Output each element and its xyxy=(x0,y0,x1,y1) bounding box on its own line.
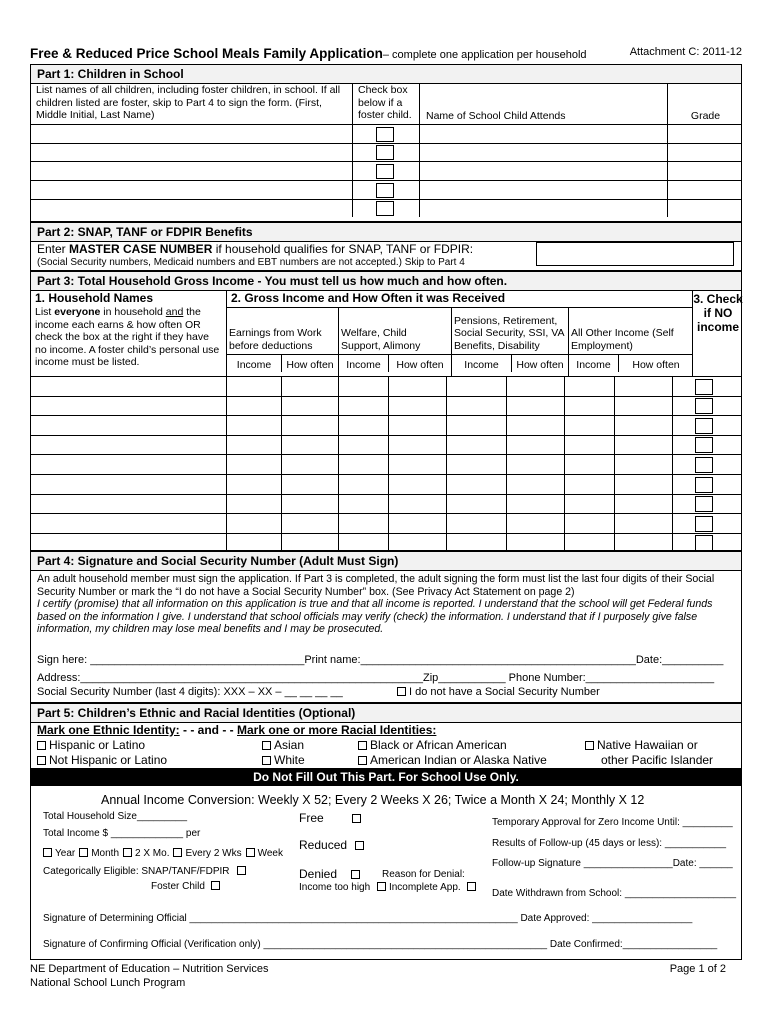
foster-child-checkbox[interactable] xyxy=(376,183,394,198)
race-black[interactable] xyxy=(358,738,507,752)
income-frequency-cell[interactable] xyxy=(615,475,673,494)
income-group-header xyxy=(452,308,569,376)
income-frequency-cell[interactable] xyxy=(389,416,447,435)
reduced-label: Reduced xyxy=(299,838,348,852)
income-amount-cell[interactable] xyxy=(339,495,389,514)
income-amount-cell[interactable] xyxy=(565,397,615,416)
income-group-label: Welfare, Child Support, Alimony xyxy=(341,327,421,352)
frequency-label: Every 2 Wks xyxy=(185,848,242,859)
member-name-cell[interactable] xyxy=(31,514,227,533)
instr-d: and xyxy=(165,306,184,318)
income-frequency-options xyxy=(43,848,287,859)
household-member-row xyxy=(31,376,741,396)
income-frequency-cell[interactable] xyxy=(389,475,447,494)
income-frequency-cell[interactable] xyxy=(389,495,447,514)
part4-instructions: An adult household member must sign the application. If Part 3 is completed, the adult signing the form must list the last four digits of their Social Security Number or mark the “I do not have a Social Security Number” box. (See Privacy Act Statement on page 2) xyxy=(37,573,715,598)
income-subheaders xyxy=(339,354,451,376)
income-subheader: Income xyxy=(339,355,389,372)
household-names-title: 1. Household Names xyxy=(35,291,154,305)
income-amount-cell[interactable] xyxy=(565,416,615,435)
income-frequency-cell[interactable] xyxy=(282,495,339,514)
income-group-label: Pensions, Retirement, Social Security, SSI, VA Benefits, Disability xyxy=(454,314,564,352)
school-name-cell[interactable] xyxy=(420,162,668,180)
child-name-cell[interactable] xyxy=(31,200,353,218)
race-american-indian[interactable] xyxy=(358,753,547,767)
child-row xyxy=(31,180,741,199)
reason-income-label: Income too high xyxy=(299,882,371,893)
no-income-header: 3. Check if NO income xyxy=(693,292,743,334)
income-frequency-cell[interactable] xyxy=(507,514,565,533)
not-hispanic-label: Not Hispanic or Latino xyxy=(49,753,168,767)
no-income-checkbox[interactable] xyxy=(695,379,713,395)
income-frequency-cell[interactable] xyxy=(507,455,565,474)
instr-c: in household xyxy=(100,306,166,318)
income-subheaders xyxy=(227,354,338,376)
income-amount-cell[interactable] xyxy=(227,514,282,533)
part1-school-header: Name of School Child Attends xyxy=(420,83,668,124)
income-frequency-cell[interactable] xyxy=(282,377,339,396)
income-frequency-cell[interactable] xyxy=(615,514,673,533)
income-amount-cell[interactable] xyxy=(565,495,615,514)
office-use-section xyxy=(30,786,742,960)
member-name-cell[interactable] xyxy=(31,377,227,396)
income-group-label: Earnings from Work before deductions xyxy=(229,327,322,352)
confirming-official-line[interactable]: Signature of Confirming Official (Verification only) ___________________________________________________ Date Confirmed:_________________ xyxy=(43,939,718,950)
office-use-banner: Do Not Fill Out This Part. For School Use Only. xyxy=(30,768,742,786)
frequency-label: 2 X Mo. xyxy=(135,848,170,859)
temp-approval-field[interactable]: Temporary Approval for Zero Income Until: _________ xyxy=(492,817,733,828)
foster-child-label: Foster Child xyxy=(151,881,205,892)
income-amount-cell[interactable] xyxy=(339,416,389,435)
black-label: Black or African American xyxy=(370,738,507,752)
part2-instruction xyxy=(37,242,473,256)
income-frequency-cell[interactable] xyxy=(282,455,339,474)
income-frequency-cell[interactable] xyxy=(615,416,673,435)
instr-b: everyone xyxy=(54,306,101,318)
income-amount-cell[interactable] xyxy=(447,455,507,474)
income-frequency-cell[interactable] xyxy=(615,495,673,514)
income-group-label: All Other Income (Self Employment) xyxy=(571,327,674,352)
case-number-input[interactable] xyxy=(536,242,734,266)
income-subheaders xyxy=(569,354,693,376)
cat-eligible-checkbox[interactable] xyxy=(237,866,246,875)
foster-child-checkbox[interactable] xyxy=(376,127,394,142)
part5-heading: Part 5: Children’s Ethnic and Racial Identities (Optional) xyxy=(31,704,741,723)
income-amount-cell[interactable] xyxy=(447,436,507,455)
income-amount-cell[interactable] xyxy=(227,455,282,474)
native-hawaiian-checkbox[interactable] xyxy=(585,741,594,750)
native-hawaiian-label: Native Hawaiian or xyxy=(597,738,698,752)
income-amount-cell[interactable] xyxy=(565,514,615,533)
child-name-cell[interactable] xyxy=(31,125,353,143)
income-group-header xyxy=(339,308,452,376)
instr-e: the income each earns & how often OR check the box at the right if they have no income. A foster child’s personal use income must be listed. xyxy=(35,306,220,368)
frequency-checkbox[interactable] xyxy=(246,848,255,857)
page-number: Page 1 of 2 xyxy=(669,963,726,975)
household-member-row xyxy=(31,533,741,553)
no-income-checkbox[interactable] xyxy=(695,477,713,493)
denied-label: Denied xyxy=(299,867,338,881)
child-name-cell[interactable] xyxy=(31,181,353,199)
followup-results-field[interactable]: Results of Follow-up (45 days or less): ___________ xyxy=(492,838,727,849)
household-member-row xyxy=(31,494,741,514)
grade-cell[interactable] xyxy=(668,200,743,218)
race-pacific-islander-label: other Pacific Islander xyxy=(601,753,714,767)
denied-checkbox[interactable] xyxy=(351,870,360,879)
reason-for-denial-label: Reason for Denial: xyxy=(382,869,465,880)
school-name-cell[interactable] xyxy=(420,125,668,143)
free-option[interactable] xyxy=(299,811,364,825)
part4-certification: I certify (promise) that all information on this application is true and that all income is reported. I understand that the school will get Federal funds based on the information I give. I understand that school officials may verify (check) the information. I understand that if I purposely give false information, my children may lose meal benefits and I may be prosecuted. xyxy=(37,598,713,635)
member-name-cell[interactable] xyxy=(31,495,227,514)
frequency-option[interactable] xyxy=(79,848,119,859)
income-frequency-cell[interactable] xyxy=(389,514,447,533)
date-withdrawn-field[interactable]: Date Withdrawn from School: ____________________ xyxy=(492,888,737,899)
determining-official-line[interactable]: Signature of Determining Official ___________________________________________________________ Date Approved: __________________ xyxy=(43,913,693,924)
part1-section xyxy=(30,64,742,222)
income-amount-cell[interactable] xyxy=(339,455,389,474)
income-amount-cell[interactable] xyxy=(339,377,389,396)
part5-section xyxy=(30,703,742,769)
frequency-label: Month xyxy=(91,848,120,859)
no-income-checkbox[interactable] xyxy=(695,418,713,434)
grade-cell[interactable] xyxy=(668,125,743,143)
child-row xyxy=(31,143,741,162)
how-often-subheader: How often xyxy=(396,359,444,371)
income-amount-cell[interactable] xyxy=(339,475,389,494)
income-frequency-cell[interactable] xyxy=(507,495,565,514)
address-line[interactable]: Address:________________________________________________________Zip___________ Phone Number:_____________________ xyxy=(37,672,715,684)
member-name-cell[interactable] xyxy=(31,475,227,494)
household-member-row xyxy=(31,396,741,416)
identity-titles xyxy=(37,723,436,737)
form-title: Free & Reduced Price School Meals Family Application xyxy=(30,46,383,61)
footer-program: National School Lunch Program xyxy=(30,977,186,989)
race-white[interactable] xyxy=(262,753,305,767)
income-amount-cell[interactable] xyxy=(565,436,615,455)
no-income-checkbox[interactable] xyxy=(695,398,713,414)
household-member-row xyxy=(31,435,741,455)
no-ssn-checkbox[interactable] xyxy=(397,687,406,696)
income-subheader: Income xyxy=(452,355,512,372)
income-amount-cell[interactable] xyxy=(565,475,615,494)
part3-heading: Part 3: Total Household Gross Income - You must tell us how much and how often. xyxy=(31,272,741,291)
foster-child-checkbox[interactable] xyxy=(376,164,394,179)
foster-child-checkbox[interactable] xyxy=(376,145,394,160)
income-amount-cell[interactable] xyxy=(565,534,615,553)
frequency-checkbox[interactable] xyxy=(173,848,182,857)
denied-option[interactable] xyxy=(299,867,363,881)
income-amount-cell[interactable] xyxy=(339,534,389,553)
part3-section xyxy=(30,271,742,551)
child-row xyxy=(31,124,741,143)
sign-here-line[interactable]: Sign here: ___________________________________Print name:_____________________________________________Date:__________ xyxy=(37,654,724,666)
attachment-label: Attachment C: 2011-12 xyxy=(629,46,742,58)
income-frequency-cell[interactable] xyxy=(389,377,447,396)
gross-income-header xyxy=(227,290,693,376)
ethnic-title: Mark one Ethnic Identity: xyxy=(37,723,180,737)
reduced-option[interactable] xyxy=(299,838,367,852)
income-frequency-cell[interactable] xyxy=(282,416,339,435)
income-frequency-cell[interactable] xyxy=(389,436,447,455)
income-frequency-cell[interactable] xyxy=(615,534,673,553)
income-amount-cell[interactable] xyxy=(227,534,282,553)
free-label: Free xyxy=(299,811,324,825)
how-often-subheader: How often xyxy=(286,359,334,371)
gross-income-title: 2. Gross Income and How Often it was Received xyxy=(227,290,692,308)
income-frequency-cell[interactable] xyxy=(507,534,565,553)
grade-cell[interactable] xyxy=(668,162,743,180)
part2-enter-prefix: Enter xyxy=(37,242,70,256)
reason-options xyxy=(299,882,479,893)
and-separator: - - and - - xyxy=(179,723,238,737)
income-frequency-cell[interactable] xyxy=(615,397,673,416)
foster-child-checkbox[interactable] xyxy=(376,201,394,216)
income-frequency-cell[interactable] xyxy=(282,397,339,416)
form-header xyxy=(30,46,742,61)
frequency-option[interactable] xyxy=(246,848,283,859)
child-row xyxy=(31,199,741,218)
foster-child-option[interactable] xyxy=(151,881,223,892)
income-conversion: Annual Income Conversion: Weekly X 52; Every 2 Weeks X 26; Twice a Month X 24; Monthly X 12 xyxy=(101,793,645,807)
income-amount-cell[interactable] xyxy=(227,475,282,494)
income-amount-cell[interactable] xyxy=(227,377,282,396)
grade-cell[interactable] xyxy=(668,181,743,199)
income-amount-cell[interactable] xyxy=(227,416,282,435)
race-asian[interactable] xyxy=(262,738,304,752)
income-frequency-cell[interactable] xyxy=(507,416,565,435)
income-frequency-cell[interactable] xyxy=(389,455,447,474)
part4-heading: Part 4: Signature and Social Security Number (Adult Must Sign) xyxy=(31,552,741,571)
member-name-cell[interactable] xyxy=(31,455,227,474)
income-frequency-cell[interactable] xyxy=(389,534,447,553)
grade-cell[interactable] xyxy=(668,144,743,162)
income-group-header xyxy=(569,308,693,376)
child-name-cell[interactable] xyxy=(31,162,353,180)
income-amount-cell[interactable] xyxy=(227,397,282,416)
household-member-row xyxy=(31,415,741,435)
race-native-hawaiian[interactable] xyxy=(585,738,698,752)
no-income-checkbox[interactable] xyxy=(695,437,713,453)
part3-column-headers xyxy=(31,290,741,376)
part1-heading: Part 1: Children in School xyxy=(31,65,741,84)
how-often-subheader: How often xyxy=(632,359,680,371)
frequency-label: Year xyxy=(55,848,76,859)
income-amount-cell[interactable] xyxy=(447,397,507,416)
household-member-row xyxy=(31,454,741,474)
hispanic-checkbox[interactable] xyxy=(37,741,46,750)
no-income-checkbox[interactable] xyxy=(695,496,713,512)
hispanic-label: Hispanic or Latino xyxy=(49,738,146,752)
household-names-instructions xyxy=(35,306,222,369)
reason-incomplete-checkbox[interactable] xyxy=(467,882,476,891)
member-name-cell[interactable] xyxy=(31,397,227,416)
no-income-checkbox[interactable] xyxy=(695,535,713,551)
part4-section xyxy=(30,551,742,703)
application-page xyxy=(30,0,742,1024)
income-amount-cell[interactable] xyxy=(447,475,507,494)
racial-title: Mark one or more Racial Identities: xyxy=(237,723,437,737)
income-amount-cell[interactable] xyxy=(447,534,507,553)
reduced-checkbox[interactable] xyxy=(355,841,364,850)
reason-income-checkbox[interactable] xyxy=(377,882,386,891)
household-size-field[interactable]: Total Household Size_________ xyxy=(43,811,187,822)
part1-column-headers xyxy=(31,83,741,124)
part2-case-number-label: MASTER CASE NUMBER xyxy=(69,242,213,256)
part1-grade-header: Grade xyxy=(690,110,721,122)
not-hispanic-checkbox[interactable] xyxy=(37,756,46,765)
income-frequency-cell[interactable] xyxy=(389,397,447,416)
reason-incomplete-label: Incomplete App. xyxy=(388,882,461,893)
frequency-option[interactable] xyxy=(173,848,241,859)
free-checkbox[interactable] xyxy=(352,814,361,823)
part2-enter-suffix: if household qualifies for SNAP, TANF or FDPIR: xyxy=(212,242,474,256)
member-name-cell[interactable] xyxy=(31,534,227,553)
income-frequency-cell[interactable] xyxy=(282,436,339,455)
income-frequency-cell[interactable] xyxy=(507,397,565,416)
no-ssn-label: I do not have a Social Security Number xyxy=(409,686,600,698)
form-subtitle: – complete one application per household xyxy=(382,49,587,61)
ethnic-hispanic[interactable] xyxy=(37,738,145,752)
income-frequency-cell[interactable] xyxy=(282,534,339,553)
income-frequency-cell[interactable] xyxy=(507,475,565,494)
cat-eligible-label: Categorically Eligible: SNAP/TANF/FDPIR xyxy=(43,866,230,877)
income-subheader: Income xyxy=(227,355,282,372)
income-frequency-cell[interactable] xyxy=(507,436,565,455)
income-amount-cell[interactable] xyxy=(339,514,389,533)
categorically-eligible[interactable] xyxy=(43,866,249,877)
household-member-row xyxy=(31,513,741,533)
white-label: White xyxy=(274,753,305,767)
income-frequency-cell[interactable] xyxy=(282,514,339,533)
part2-heading: Part 2: SNAP, TANF or FDPIR Benefits xyxy=(31,223,741,242)
how-often-subheader: How often xyxy=(516,359,564,371)
asian-label: Asian xyxy=(274,738,305,752)
income-frequency-cell[interactable] xyxy=(507,377,565,396)
foster-child-checkbox[interactable] xyxy=(211,881,220,890)
household-names-header xyxy=(31,290,227,376)
frequency-checkbox[interactable] xyxy=(43,848,52,857)
part1-foster-header: Check box below if a foster child. xyxy=(353,83,420,124)
no-income-checkbox[interactable] xyxy=(695,457,713,473)
income-amount-cell[interactable] xyxy=(447,514,507,533)
income-frequency-cell[interactable] xyxy=(615,455,673,474)
footer-department: NE Department of Education – Nutrition Services xyxy=(30,963,269,975)
asian-checkbox[interactable] xyxy=(262,741,271,750)
income-subheaders xyxy=(452,354,568,376)
frequency-option[interactable] xyxy=(123,848,169,859)
income-amount-cell[interactable] xyxy=(339,397,389,416)
child-name-cell[interactable] xyxy=(31,144,353,162)
member-name-cell[interactable] xyxy=(31,436,227,455)
income-amount-cell[interactable] xyxy=(227,436,282,455)
income-group-header xyxy=(227,308,339,376)
income-amount-cell[interactable] xyxy=(565,377,615,396)
income-amount-cell[interactable] xyxy=(339,436,389,455)
school-name-cell[interactable] xyxy=(420,144,668,162)
income-amount-cell[interactable] xyxy=(447,495,507,514)
income-frequency-cell[interactable] xyxy=(615,436,673,455)
income-amount-cell[interactable] xyxy=(447,416,507,435)
school-name-cell[interactable] xyxy=(420,181,668,199)
american-indian-label: American Indian or Alaska Native xyxy=(370,753,547,767)
white-checkbox[interactable] xyxy=(262,756,271,765)
frequency-label: Week xyxy=(257,848,283,859)
member-name-cell[interactable] xyxy=(31,416,227,435)
income-frequency-cell[interactable] xyxy=(282,475,339,494)
income-frequency-cell[interactable] xyxy=(615,377,673,396)
school-name-cell[interactable] xyxy=(420,200,668,218)
frequency-checkbox[interactable] xyxy=(123,848,132,857)
total-income-field[interactable]: Total Income $ _____________ per xyxy=(43,828,201,839)
frequency-checkbox[interactable] xyxy=(79,848,88,857)
american-indian-checkbox[interactable] xyxy=(358,756,367,765)
income-amount-cell[interactable] xyxy=(565,455,615,474)
income-amount-cell[interactable] xyxy=(227,495,282,514)
child-row xyxy=(31,161,741,180)
ssn-line[interactable]: Social Security Number (last 4 digits): XXX – XX – __ __ __ __ xyxy=(37,686,343,698)
part1-names-header: List names of all children, including foster children, in school. If all children listed are foster, skip to Part 4 to sign the form. (First, Middle Initial, Last Name) xyxy=(31,83,353,124)
instr-a: List xyxy=(35,306,55,318)
no-income-checkbox[interactable] xyxy=(695,516,713,532)
ethnic-not-hispanic[interactable] xyxy=(37,753,167,767)
income-amount-cell[interactable] xyxy=(447,377,507,396)
part2-note: (Social Security numbers, Medicaid numbers and EBT numbers are not accepted.) Skip to Part 4 xyxy=(37,257,465,268)
black-checkbox[interactable] xyxy=(358,741,367,750)
part2-section xyxy=(30,222,742,271)
followup-signature-field[interactable]: Follow-up Signature ________________Date: ______ xyxy=(492,858,733,869)
income-subheader: Income xyxy=(569,355,619,372)
household-member-row xyxy=(31,474,741,494)
no-ssn-option[interactable] xyxy=(397,686,600,698)
frequency-option[interactable] xyxy=(43,848,75,859)
